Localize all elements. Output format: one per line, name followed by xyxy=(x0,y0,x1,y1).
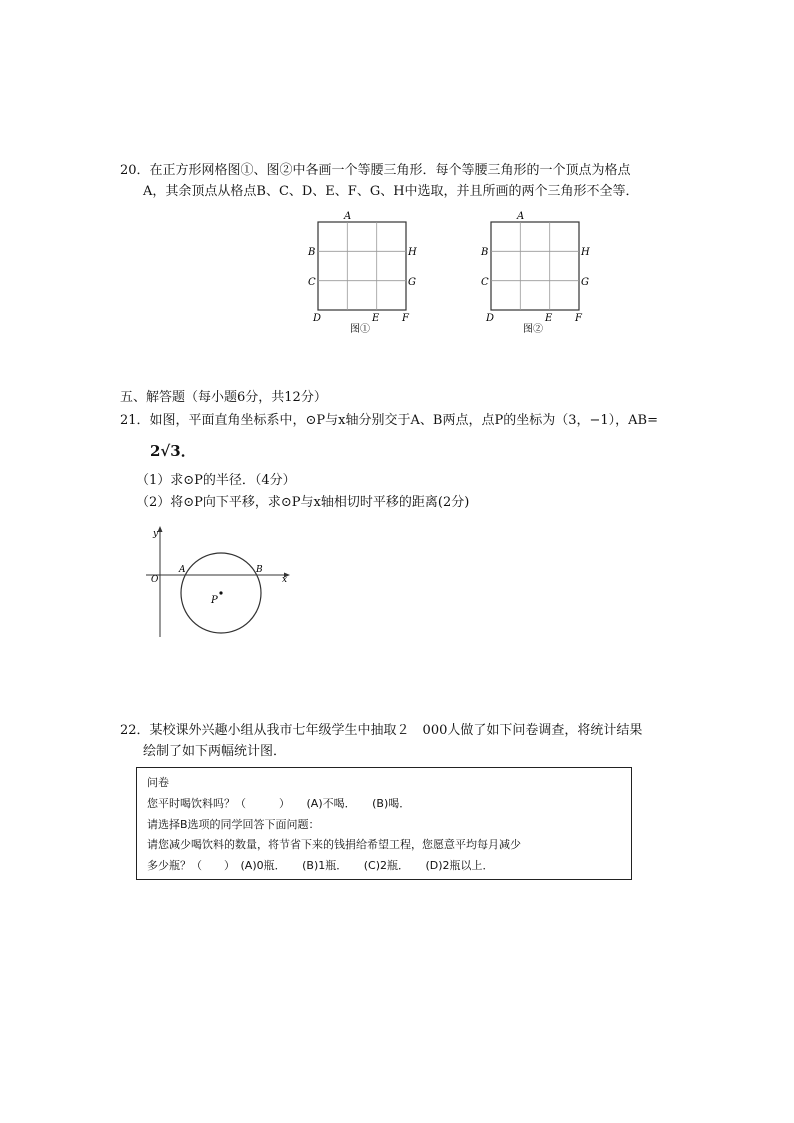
label-F: F xyxy=(402,313,409,324)
fig1-caption: 图① xyxy=(350,324,370,335)
q22-line2: 绘制了如下两幅统计图． xyxy=(143,744,287,759)
questionnaire-box xyxy=(136,767,632,880)
q22-line1: 22．某校课外兴趣小组从我市七年级学生中抽取２ 000人做了如下问卷调查，将统计结果 xyxy=(120,723,643,738)
grid-1-border xyxy=(318,222,406,310)
label-B: B xyxy=(481,247,489,258)
questionnaire-q2-line1: 请您减少喝饮料的数量，将节省下来的钱捐给希望工程，您愿意平均每月减少 xyxy=(147,838,521,851)
label-A: A xyxy=(517,211,525,222)
center-point-p xyxy=(219,591,222,594)
questionnaire-title: 问卷 xyxy=(147,776,169,789)
label-E: E xyxy=(545,313,553,324)
label-A: A xyxy=(344,211,352,222)
fig2-caption: 图② xyxy=(523,324,543,335)
questionnaire-q2-line2: 多少瓶？（ ） (A)0瓶． (B)1瓶． (C)2瓶． (D)2瓶以上． xyxy=(147,859,494,872)
label-B: B xyxy=(256,565,263,575)
q21-math-ab: 2√3． xyxy=(150,442,196,460)
grid-figure-2 xyxy=(473,208,603,338)
label-C: C xyxy=(481,277,489,288)
y-axis-arrow xyxy=(158,526,163,532)
q21-part2: （2）将⊙P向下平移，求⊙P与x轴相切时平移的距离(2分) xyxy=(136,495,470,510)
label-y: y xyxy=(153,529,159,539)
label-x: x xyxy=(282,575,288,585)
label-H: H xyxy=(581,247,590,258)
label-D: D xyxy=(486,313,495,324)
q20-line2: A，其余顶点从格点B、C、D、E、F、G、H中选取，并且所画的两个三角形不全等． xyxy=(143,184,639,199)
label-O: O xyxy=(151,575,159,585)
label-F: F xyxy=(575,313,582,324)
label-E: E xyxy=(372,313,380,324)
label-H: H xyxy=(408,247,417,258)
grid-figure-1 xyxy=(300,208,430,338)
q20-line1: 20．在正方形网格图①、图②中各画一个等腰三角形．每个等腰三角形的一个顶点为格点 xyxy=(120,163,631,178)
label-A: A xyxy=(179,565,186,575)
section5-heading: 五、解答题（每小题6分，共12分） xyxy=(120,390,327,405)
label-G: G xyxy=(581,277,589,288)
label-P: P xyxy=(211,595,218,606)
q21-line1: 21．如图，平面直角坐标系中，⊙P与x轴分别交于A、B两点，点P的坐标为（3，−1），AB= xyxy=(120,413,658,428)
label-C: C xyxy=(308,277,316,288)
label-G: G xyxy=(408,277,416,288)
label-D: D xyxy=(313,313,322,324)
circle-coordinate-figure xyxy=(140,522,300,647)
q21-part1: （1）求⊙P的半径．（4分） xyxy=(136,473,296,488)
questionnaire-q1: 您平时喝饮料吗？（ ） (A)不喝． (B)喝． xyxy=(147,797,411,810)
questionnaire-instruction: 请选择B选项的同学回答下面问题： xyxy=(147,818,320,831)
grid-2-border xyxy=(491,222,579,310)
label-B: B xyxy=(308,247,316,258)
